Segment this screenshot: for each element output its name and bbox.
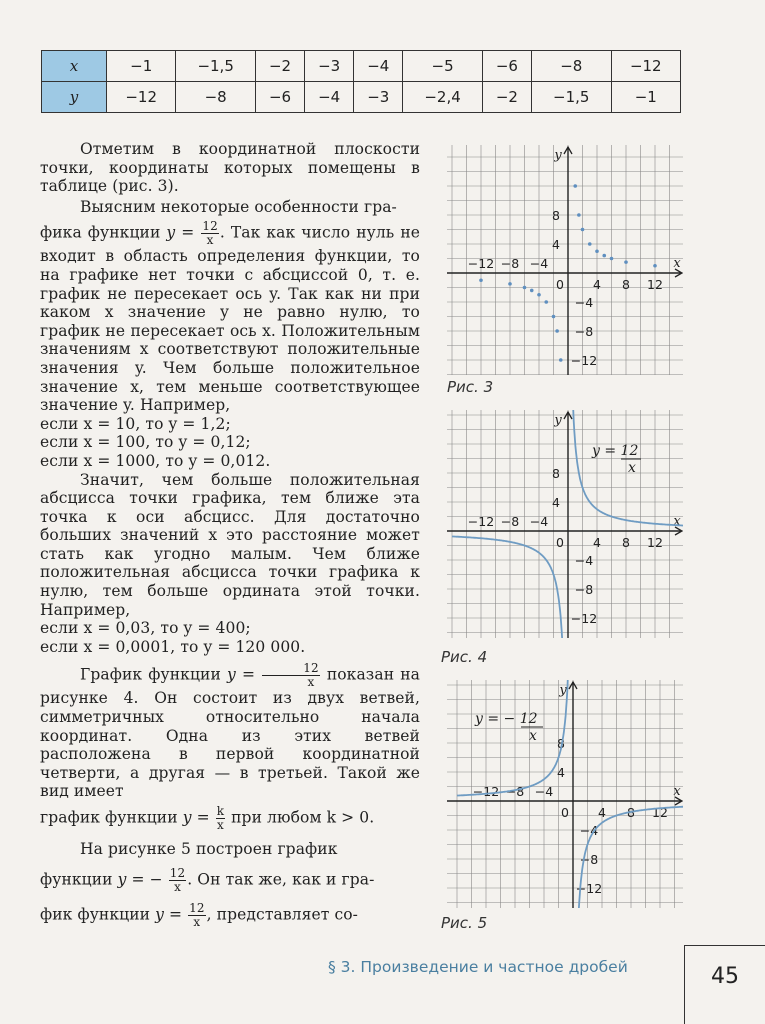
- data-point: [573, 184, 577, 188]
- fraction: $\frac{12}{x}$: [189, 900, 205, 929]
- x-tick-label: −8: [500, 514, 520, 529]
- y-tick-label: −8: [574, 582, 594, 597]
- x-tick-label: 12: [652, 805, 668, 820]
- function-curve: [452, 536, 562, 638]
- x-axis-label: x: [673, 514, 681, 529]
- origin-label: 0: [561, 805, 569, 820]
- table-cell: −1: [107, 51, 176, 82]
- paragraph-2-cont: фика функции y = $\frac{12}{x}$ . Так как число нуль не входит в область определения функции, то на графике нет точки с абсциссой 0, т. е. график не пересекает ось y. Так как ни при каком x значение y не равно нулю, то график не пересекает ось x. Положительным значениям x соответствуют положительные значения y. Чем больше положительное значение x, тем меньше соответствующее значение y. Например,: [40, 219, 421, 415]
- figure-4-plot: [447, 410, 683, 638]
- example-line: если x = 0,03, то y = 400;: [40, 619, 251, 638]
- data-point: [530, 289, 534, 293]
- paragraph-3: Значит, чем больше положительная абсцисса точки графика, тем ближе эта точка к оси абсцисс. Для достаточно больших значений x это расстояние может стать как угодно малым. Чем ближе положительная абсцисса точки графика к нулю, тем больше ордината этой точки. Например,: [40, 470, 420, 619]
- table-cell: −3: [354, 82, 403, 113]
- y-axis-label: y: [554, 413, 562, 428]
- y-tick-label: −4: [574, 553, 594, 568]
- origin-label: 0: [556, 535, 564, 550]
- figure-5-caption: Рис. 5: [441, 914, 488, 932]
- data-point: [559, 358, 563, 362]
- table-cell: −5: [403, 51, 483, 82]
- x-tick-label: −8: [505, 784, 525, 799]
- data-point: [610, 257, 614, 261]
- figure-3-plot: [447, 145, 683, 375]
- fraction: $\frac{12}{x}$: [202, 219, 218, 248]
- table-row-x: [42, 51, 681, 82]
- table-row-y: [42, 82, 681, 113]
- figure-3: [447, 145, 683, 375]
- fraction: $\frac{12}{x}$: [169, 865, 186, 894]
- figure-3-caption: Рис. 3: [447, 378, 494, 396]
- table-cell: −1: [611, 82, 680, 113]
- body-text: [40, 140, 420, 929]
- curve-label: y = − 12: [475, 711, 538, 727]
- data-point: [588, 242, 592, 246]
- y-axis-label: y: [559, 683, 567, 698]
- curve-label-den: x: [628, 460, 636, 476]
- y-tick-label: 4: [557, 765, 565, 780]
- table-cell: −3: [305, 51, 354, 82]
- y-tick-label: 4: [552, 495, 560, 510]
- figure-5: [447, 680, 683, 908]
- data-point: [581, 228, 585, 232]
- table-cell: −2,4: [403, 82, 483, 113]
- y-tick-label: −12: [570, 611, 598, 626]
- fraction: $\frac{k}{x}$: [216, 804, 225, 832]
- paragraph-1: Отметим в координатной плоскости точки, координаты которых помещены в таблице (рис. 3).: [40, 140, 420, 196]
- table-cell: −4: [305, 82, 354, 113]
- y-tick-label: −8: [574, 324, 594, 339]
- example-line: если x = 0,0001, то y = 120 000.: [40, 637, 306, 656]
- y-axis-label: y: [554, 148, 562, 163]
- table-cell: −8: [176, 82, 256, 113]
- x-tick-label: 12: [647, 535, 663, 550]
- data-point: [595, 249, 599, 253]
- fraction: $\frac{12}{x}$: [262, 662, 319, 689]
- x-tick-label: −4: [529, 256, 549, 271]
- figure-5-plot: [447, 680, 683, 908]
- y-tick-label: −4: [579, 823, 599, 838]
- y-tick-label: −4: [574, 295, 594, 310]
- figure-4-caption: Рис. 4: [441, 648, 488, 666]
- table-cell: −6: [482, 51, 531, 82]
- x-tick-label: 4: [598, 805, 606, 820]
- data-point: [555, 329, 559, 333]
- data-point: [602, 254, 606, 258]
- table-cell: −8: [531, 51, 611, 82]
- y-tick-label: 8: [552, 208, 560, 223]
- data-point: [624, 260, 628, 264]
- data-point: [523, 286, 527, 290]
- data-point: [653, 264, 657, 268]
- x-tick-label: −12: [467, 256, 495, 271]
- y-tick-label: −12: [570, 353, 598, 368]
- x-tick-label: −4: [529, 514, 549, 529]
- y-tick-label: 8: [552, 466, 560, 481]
- section-title: § 3. Произведение и частное дробей: [328, 958, 628, 976]
- x-tick-label: −12: [472, 784, 500, 799]
- x-tick-label: 8: [622, 535, 630, 550]
- data-point: [577, 213, 581, 217]
- example-line: если x = 10, то y = 1,2;: [40, 414, 231, 433]
- data-point: [537, 293, 541, 297]
- x-tick-label: 12: [647, 277, 663, 292]
- table-cell: −12: [107, 82, 176, 113]
- table-cell: −6: [255, 82, 304, 113]
- y-tick-label: −12: [575, 881, 603, 896]
- data-point: [544, 300, 548, 304]
- x-tick-label: 8: [627, 805, 635, 820]
- data-point: [508, 282, 512, 286]
- paragraph-5: На рисунке 5 построен график: [80, 840, 338, 858]
- table-cell: −1,5: [176, 51, 256, 82]
- y-tick-label: 8: [557, 736, 565, 751]
- table-cell: −2: [255, 51, 304, 82]
- paragraph-4-cont: график функции y = $\frac{k}{x}$ при любом k > 0.: [40, 804, 375, 832]
- paragraph-5-end: фик функции y = $\frac{12}{x}$ , представляет со-: [40, 900, 359, 929]
- table-header-x: x: [42, 51, 107, 82]
- x-tick-label: 8: [622, 277, 630, 292]
- example-line: если x = 1000, то y = 0,012.: [40, 451, 271, 470]
- paragraph-4: График функции y = $\frac{12}{x}$ показан на рисунке 4. Он состоит из двух ветвей, симметричных относительно начала координат. Одна из этих ветвей расположена в первой координатной четверти, а другая — в третьей. Такой же вид имеет: [40, 661, 421, 801]
- x-axis-label: x: [673, 256, 681, 271]
- values-table: [41, 50, 681, 113]
- curve-label: y = 12: [592, 443, 639, 459]
- origin-label: 0: [556, 277, 564, 292]
- x-tick-label: 4: [593, 535, 601, 550]
- y-tick-label: −8: [579, 852, 599, 867]
- figure-4: [447, 410, 683, 638]
- data-point: [552, 315, 556, 319]
- x-axis-label: x: [673, 784, 681, 799]
- data-point: [479, 278, 483, 282]
- curve-label-den: x: [529, 728, 537, 744]
- x-tick-label: −4: [534, 784, 554, 799]
- paragraph-5-cont: функции y = − $\frac{12}{x}$ . Он так же, как и гра-: [40, 865, 375, 894]
- table-cell: −2: [482, 82, 531, 113]
- y-tick-label: 4: [552, 237, 560, 252]
- function-curve: [457, 680, 568, 796]
- x-tick-label: −8: [500, 256, 520, 271]
- page-number: 45: [684, 945, 765, 1024]
- table-cell: −1,5: [531, 82, 611, 113]
- example-line: если x = 100, то y = 0,12;: [40, 433, 251, 452]
- paragraph-2: Выясним некоторые особенности гра-: [80, 197, 397, 216]
- table-cell: −4: [354, 51, 403, 82]
- table-header-y: y: [42, 82, 107, 113]
- x-tick-label: −12: [467, 514, 495, 529]
- table-cell: −12: [611, 51, 680, 82]
- x-tick-label: 4: [593, 277, 601, 292]
